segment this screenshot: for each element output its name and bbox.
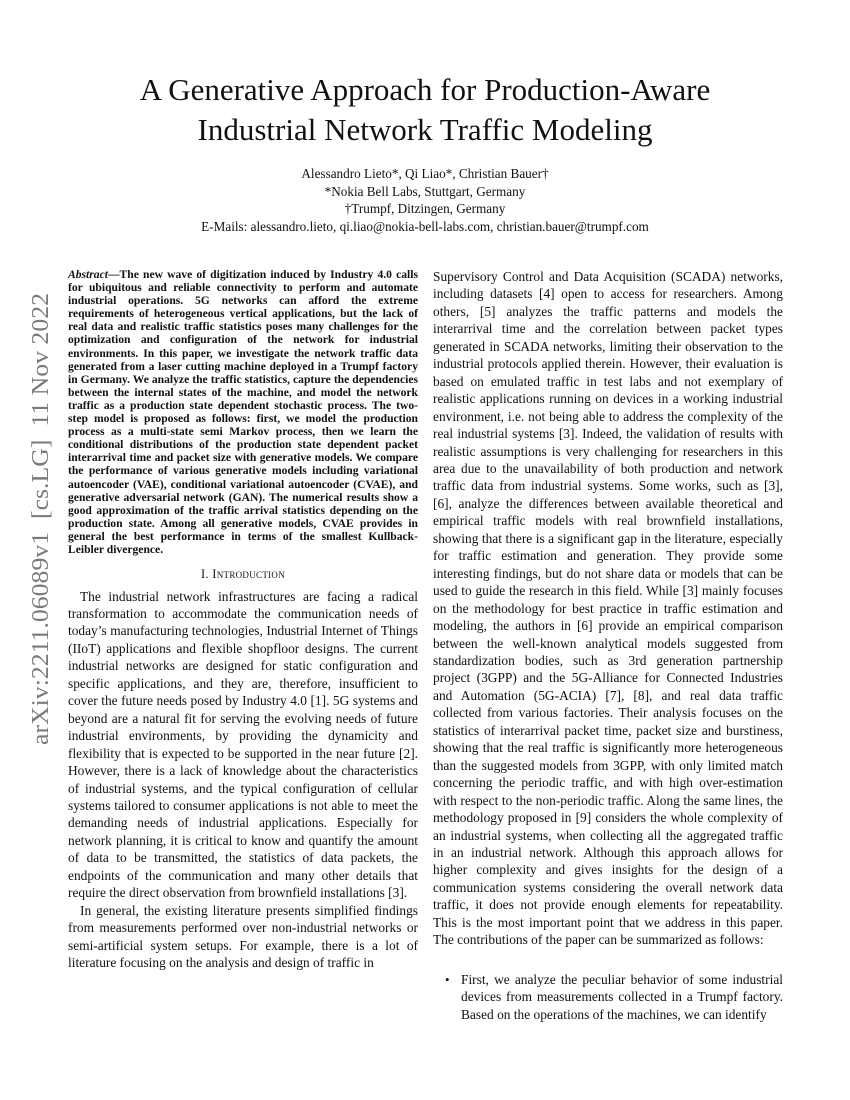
affiliation-trumpf: †Trumpf, Ditzingen, Germany <box>344 201 506 216</box>
arxiv-stamp-svg <box>14 290 64 750</box>
affiliation-nokia: *Nokia Bell Labs, Stuttgart, Germany <box>324 183 526 199</box>
abstract-label: Abstract <box>68 268 108 281</box>
emails: E-Mails: alessandro.lieto, qi.liao@nokia-bell-labs.com, christian.bauer@trumpf.com <box>201 218 649 234</box>
authors: Alessandro Lieto*, Qi Liao*, Christian Bauer† <box>301 166 549 181</box>
contribution-item-1 <box>445 971 783 1023</box>
intro-paragraph-2: In general, the existing literature presents simplified findings from measurements performed over non-industrial networks or semi-artificial system setups. For example, there is a lot of literature focusing on the analysis and design of traffic in <box>68 902 418 971</box>
right-paragraph-1: Supervisory Control and Data Acquisition (SCADA) networks, including datasets [4] open to access for researchers. Among others, [5] analyzes the traffic patterns and models the interarrival time and the correlation between packet types generated in SCADA networks, limiting their observation to the industrial protocols applied therein. However, their evaluation is based on emulated traffic in test labs and not exemplary of realistic applications running on devices in a working industrial environment, i.e. not being able to address the complexity of the real industrial systems [3]. Indeed, the validation of results with realistic assumptions is very challenging for researchers in this area due to the unavailability of both production and network traffic data from industrial systems. Some works, such as [3], [6], analyze the differences between available theoretical and empirical traffic models with real brownfield installations, showing that there is a significant gap in the literature, especially for traffic estimation and generation. They provide some interesting findings, but do not share data or models that can be used to guide the research in this field. While [3] mainly focuses on the methodology for best practice in traffic estimation and modeling, the authors in [6] provide an empirical comparison between the well-known analytical models suggested from standardization bodies, such as 3rd generation partnership project (3GPP) and the 5G-Alliance for Connected Industries and Automation (5G-ACIA) [7], [8], and real data traffic collected from various factories. Their analysis focuses on the statistics of interarrival packet time, packet size and burstiness, showing that the real traffic is significantly more heterogeneous than the suggested models from 3GPP, with only limited match concerning the periodic traffic, and with high over-estimation with respect to the non-periodic traffic. Along the same lines, the methodology proposed in [9] considers the whole complexity of an industrial systems, when collecting all the aggregated traffic in an industrial network. Although this approach allows for higher complexity and gives insights for the design of a communication systems considering the overall network data traffic, it does not provide enough elements for repeatability. This is the most important point that we address in this paper. The contributions of the paper can be summarized as follows: <box>433 269 783 948</box>
abstract-text: —The new wave of digitization induced by Industry 4.0 calls for ubiquitous and reliable connectivity to perform and automate industrial operations. 5G networks can afford the extreme requirements of heterogeneous vertical applications, but the lack of real data and realistic traffic statistics poses many challenges for the optimization and configuration of the network for industrial environments. In this paper, we investigate the network traffic data generated from a laser cutting machine deployed in a Trumpf factory in Germany. We analyze the traffic statistics, capture the dependencies between the internal states of the machine, and model the network traffic as a production state dependent stochastic process. The two-step model is proposed as follows: first, we model the production process as a multi-state semi Markov process, then we learn the conditional distributions of the production state dependent packet interarrival time and packet size with generative models. We compare the performance of various generative models including variational autoencoder (VAE), conditional variational autoencoder (CVAE), and generative adversarial network (GAN). The numerical results show a good approximation of the traffic arrival statistics depending on the production state. Among all generative models, CVAE provides in general the best performance in terms of the smallest Kullback-Leibler divergence. <box>68 268 418 556</box>
left-column <box>68 268 418 971</box>
intro-paragraph-1: The industrial network infrastructures are facing a radical transformation to accommodate the communication needs of today’s manufacturing technologies, Industrial Internet of Things (IIoT) applications and flexible shopfloor designs. The current industrial networks are designed for static configuration and specific applications, and they are, therefore, insufficient to cover the future needs posed by Industry 4.0 [1]. 5G systems and beyond are a natural fit for serving the evolving needs of future industrial environments, by providing the dynamicity and flexibility that is expected to be supported in the near future [2]. However, there is a lack of knowledge about the characteristics of industrial systems, and the typical configuration of cellular systems tailored to consumer applications is not able to meet the demanding needs of industrial applications. Especially for network planning, it is critical to know and quantify the amount of data to be transmitted, the statistics of data packets, the endpoints of the communication and many other details that require the direct observation from brownfield installations [3]. <box>68 588 418 901</box>
title-line-1: A Generative Approach for Production-Aware <box>139 72 711 107</box>
paper-title <box>60 70 790 150</box>
arxiv-stamp-text: arXiv:2211.06089v1 [cs.LG] 11 Nov 2022 <box>27 315 54 745</box>
author-block <box>60 165 790 235</box>
title-line-2: Industrial Network Traffic Modeling <box>197 112 653 147</box>
right-column <box>433 268 783 1023</box>
contribution-item-1-text: First, we analyze the peculiar behavior of some industrial devices from measurements collected in a Trumpf factory. Based on the operations of the machines, we can identify <box>461 971 783 1022</box>
arxiv-stamp <box>14 290 64 750</box>
bullet-icon: • <box>445 971 450 987</box>
contribution-list <box>433 971 783 1023</box>
abstract <box>68 268 418 556</box>
section-heading-introduction: I. Introduction <box>200 567 286 582</box>
